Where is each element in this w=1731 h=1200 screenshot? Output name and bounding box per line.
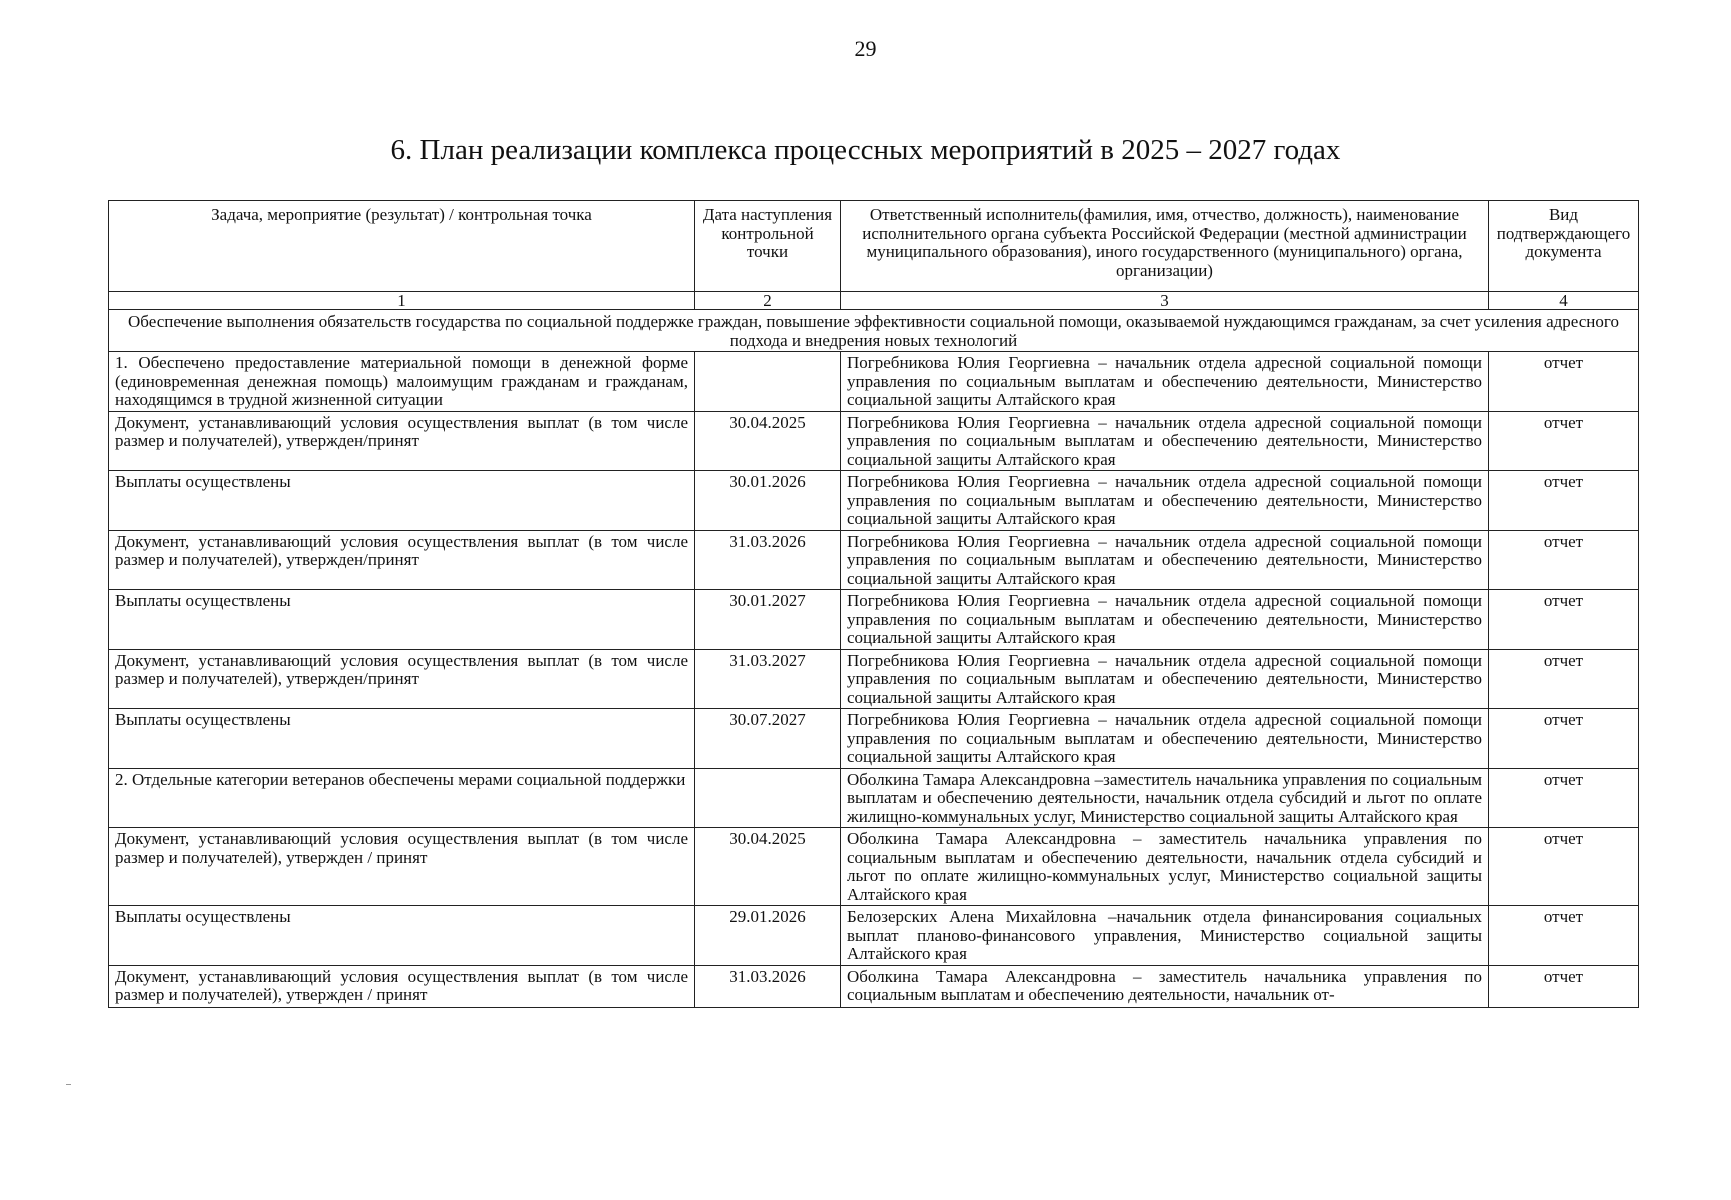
table-row (109, 709, 1639, 769)
column-number-row (109, 292, 1639, 310)
responsible-cell: Оболкина Тамара Александровна – заместитель начальника управления по социальным выплатам и обеспечению деятельности, начальник от- (841, 965, 1489, 1007)
page-number: 29 (854, 36, 877, 61)
table-row (109, 965, 1639, 1007)
scan-mark (66, 1084, 71, 1085)
table-row (109, 768, 1639, 828)
header-task: Задача, мероприятие (результат) / контрольная точка (109, 201, 695, 292)
column-number: 2 (695, 292, 841, 310)
column-number: 4 (1489, 292, 1639, 310)
responsible-cell: Погребникова Юлия Георгиевна – начальник отдела адресной социальной помощи управления по социальным выплатам и обеспечению деятельности, Министерство социальной защиты Алтайского края (841, 590, 1489, 650)
responsible-cell: Погребникова Юлия Георгиевна – начальник отдела адресной социальной помощи управления по социальным выплатам и обеспечению деятельности, Министерство социальной защиты Алтайского края (841, 530, 1489, 590)
date-cell: 29.01.2026 (695, 906, 841, 966)
date-cell: 30.04.2025 (695, 411, 841, 471)
table-row (109, 590, 1639, 650)
task-cell: 1. Обеспечено предоставление материальной помощи в денежной форме (единовременная денежная помощь) малоимущим гражданам и гражданам, находящимся в трудной жизненной ситуации (109, 352, 695, 412)
date-cell: 30.01.2026 (695, 471, 841, 531)
responsible-cell: Погребникова Юлия Георгиевна – начальник отдела адресной социальной помощи управления по социальным выплатам и обеспечению деятельности, Министерство социальной защиты Алтайского края (841, 649, 1489, 709)
table-row (109, 352, 1639, 412)
task-cell: Документ, устанавливающий условия осуществления выплат (в том числе размер и получателей), утвержден/принят (109, 530, 695, 590)
column-number: 1 (109, 292, 695, 310)
table-row (109, 649, 1639, 709)
header-date: Дата наступления контрольной точки (695, 201, 841, 292)
date-cell: 30.04.2025 (695, 828, 841, 906)
section-title: Обеспечение выполнения обязательств государства по социальной поддержке граждан, повышение эффективности социальной помощи, оказываемой нуждающимся гражданам, за счет усиления адресного подхода и внедрения новых технологий (109, 310, 1639, 352)
date-cell: 31.03.2026 (695, 530, 841, 590)
date-cell (695, 352, 841, 412)
task-cell: Документ, устанавливающий условия осуществления выплат (в том числе размер и получателей), утвержден / принят (109, 828, 695, 906)
responsible-cell: Погребникова Юлия Георгиевна – начальник отдела адресной социальной помощи управления по социальным выплатам и обеспечению деятельности, Министерство социальной защиты Алтайского края (841, 352, 1489, 412)
table-row (109, 471, 1639, 531)
document-type-cell: отчет (1489, 530, 1639, 590)
task-cell: Выплаты осуществлены (109, 709, 695, 769)
document-type-cell: отчет (1489, 768, 1639, 828)
date-cell: 30.01.2027 (695, 590, 841, 650)
header-responsible: Ответственный исполнитель(фамилия, имя, отчество, должность), наименование исполнительного органа субъекта Российской Федерации (местной администрации муниципального образования), иного государственного (муниципального) органа, организации) (841, 201, 1489, 292)
document-type-cell: отчет (1489, 411, 1639, 471)
header-document: Вид подтверждающего документа (1489, 201, 1639, 292)
date-cell: 30.07.2027 (695, 709, 841, 769)
responsible-cell: Оболкина Тамара Александровна – заместитель начальника управления по социальным выплатам и обеспечению деятельности, начальник отдела субсидий и льгот по оплате жилищно-коммунальных услуг, Министерство социальной защиты Алтайского края (841, 828, 1489, 906)
document-type-cell: отчет (1489, 649, 1639, 709)
document-type-cell: отчет (1489, 906, 1639, 966)
task-cell: Выплаты осуществлены (109, 471, 695, 531)
document-type-cell: отчет (1489, 709, 1639, 769)
task-cell: Выплаты осуществлены (109, 590, 695, 650)
column-number: 3 (841, 292, 1489, 310)
document-type-cell: отчет (1489, 590, 1639, 650)
responsible-cell: Погребникова Юлия Георгиевна – начальник отдела адресной социальной помощи управления по социальным выплатам и обеспечению деятельности, Министерство социальной защиты Алтайского края (841, 709, 1489, 769)
date-cell (695, 768, 841, 828)
table-row (109, 411, 1639, 471)
responsible-cell: Погребникова Юлия Георгиевна – начальник отдела адресной социальной помощи управления по социальным выплатам и обеспечению деятельности, Министерство социальной защиты Алтайского края (841, 411, 1489, 471)
responsible-cell: Белозерских Алена Михайловна –начальник отдела финансирования социальных выплат планово-финансового управления, Министерство социальной защиты Алтайского края (841, 906, 1489, 966)
table-row (109, 906, 1639, 966)
document-type-cell: отчет (1489, 828, 1639, 906)
section-row (109, 310, 1639, 352)
responsible-cell: Оболкина Тамара Александровна –заместитель начальника управления по социальным выплатам и обеспечению деятельности, начальник отдела субсидий и льгот по оплате жилищно-коммунальных услуг, Министерство социальной защиты Алтайского края (841, 768, 1489, 828)
task-cell: Документ, устанавливающий условия осуществления выплат (в том числе размер и получателей), утвержден/принят (109, 649, 695, 709)
date-cell: 31.03.2026 (695, 965, 841, 1007)
plan-table (108, 200, 1639, 1008)
task-cell: Документ, устанавливающий условия осуществления выплат (в том числе размер и получателей), утвержден / принят (109, 965, 695, 1007)
document-type-cell: отчет (1489, 471, 1639, 531)
table-row (109, 828, 1639, 906)
responsible-cell: Погребникова Юлия Георгиевна – начальник отдела адресной социальной помощи управления по социальным выплатам и обеспечению деятельности, Министерство социальной защиты Алтайского края (841, 471, 1489, 531)
task-cell: 2. Отдельные категории ветеранов обеспечены мерами социальной поддержки (109, 768, 695, 828)
task-cell: Выплаты осуществлены (109, 906, 695, 966)
document-type-cell: отчет (1489, 352, 1639, 412)
document-type-cell: отчет (1489, 965, 1639, 1007)
date-cell: 31.03.2027 (695, 649, 841, 709)
table-row (109, 530, 1639, 590)
page-title: 6. План реализации комплекса процессных мероприятий в 2025 – 2027 годах (390, 134, 1341, 166)
header-row (109, 201, 1639, 292)
task-cell: Документ, устанавливающий условия осуществления выплат (в том числе размер и получателей), утвержден/принят (109, 411, 695, 471)
